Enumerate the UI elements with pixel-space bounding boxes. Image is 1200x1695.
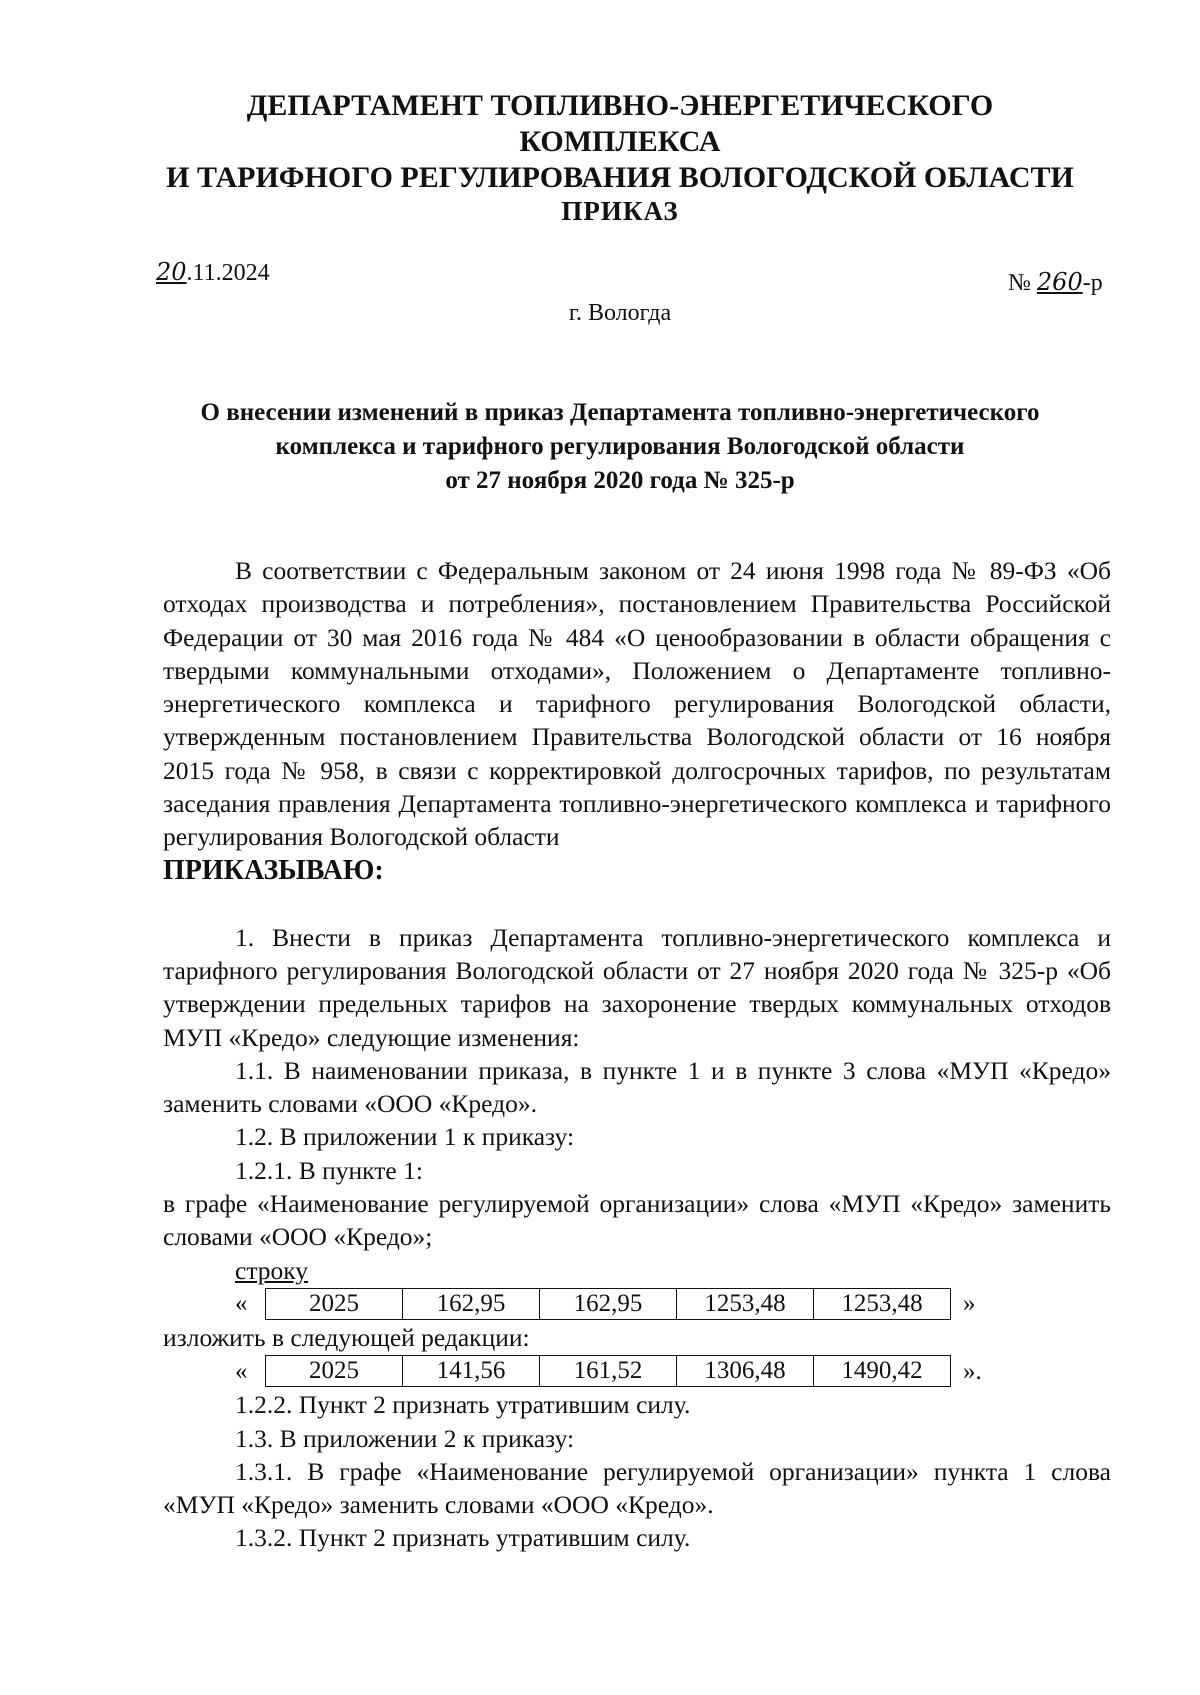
- new-row-open-quote: «: [235, 1357, 248, 1385]
- date-printed: .11.2024: [186, 260, 270, 286]
- item-1-2: 1.2. В приложении 1 к приказу:: [235, 1122, 575, 1152]
- item-1-1: 1.1. В наименовании приказа, в пункте 1 и в пункте 3 слова «МУП «Кредо» заменить словами «ООО «Кредо».: [163, 1055, 1111, 1119]
- new-row-cell: 2025: [266, 1356, 403, 1386]
- old-row-cell: 1253,48: [841, 1289, 923, 1317]
- old-row-cells: [265, 1288, 951, 1320]
- document-body: [163, 554, 1111, 1555]
- old-row-cell: 2025: [266, 1289, 403, 1319]
- stroku-word: строку: [235, 1255, 309, 1285]
- new-row-cell: 161,52: [540, 1356, 677, 1386]
- new-row-cell: 1306,48: [677, 1356, 814, 1386]
- item-1-3: 1.3. В приложении 2 к приказу:: [235, 1423, 575, 1453]
- number-handwritten: 260: [1036, 268, 1083, 296]
- number-prefix: №: [1008, 270, 1037, 296]
- date-handwritten-day: 20: [156, 258, 187, 286]
- order-number: [1008, 268, 1103, 297]
- order-word: ПРИКАЗЫВАЮ:: [163, 854, 384, 886]
- stroku-label: [163, 1254, 1111, 1287]
- old-row-open-quote: «: [235, 1290, 248, 1318]
- item-1: 1. Внести в приказ Департамента топливно-энергетического комплекса и тарифного регулирования Вологодской области от 27 ноября 2020 года № 325-р «Об утверждении предельных тарифов на захоронение твердых коммунальных отходов МУП «Кредо» следующие изменения:: [163, 922, 1111, 1052]
- new-tariff-row: [163, 1354, 1111, 1388]
- number-suffix: -р: [1082, 270, 1103, 296]
- item-1-2-2: 1.2.2. Пункт 2 признать утратившим силу.: [235, 1390, 691, 1420]
- department-heading: [150, 88, 1090, 196]
- old-row-cell: 162,95: [540, 1289, 677, 1319]
- order-title: [150, 396, 1090, 498]
- order-date: [156, 258, 270, 287]
- izlozhit-label: изложить в следующей редакции:: [163, 1322, 530, 1352]
- preamble: В соответствии с Федеральным законом от 24 июня 1998 года № 89-ФЗ «Об отходах производства и потребления», постановлением Правительства Российской Федерации от 30 мая 2016 года № 484 «О ценообразовании в области обращения с твердыми коммунальными отходами», Положением о Департаменте топливно-энергетического комплекса и тарифного регулирования Вологодской области, утвержденным постановлением Правительства Вологодской области от 16 ноября 2015 года № 958, в связи с корректировкой долгосрочных тарифов, по результатам заседания правления Департамента топливно-энергетического комплекса и тарифного регулирования Вологодской области: [163, 556, 1111, 852]
- item-1-2-1: 1.2.1. В пункте 1:: [235, 1155, 423, 1185]
- new-row-cell: 1490,42: [841, 1357, 923, 1385]
- document-type: ПРИКАЗ: [561, 196, 679, 226]
- department-line-2: И ТАРИФНОГО РЕГУЛИРОВАНИЯ ВОЛОГОДСКОЙ ОБЛАСТИ: [166, 161, 1074, 194]
- title-line-2: комплекса и тарифного регулирования Вологодской области: [275, 433, 965, 460]
- old-row-close-quote: »: [963, 1290, 976, 1318]
- city: г. Вологда: [568, 300, 672, 326]
- new-row-close-quote: ».: [963, 1357, 982, 1385]
- old-row-cell: 162,95: [403, 1289, 540, 1319]
- new-row-cell: 141,56: [403, 1356, 540, 1386]
- item-1-3-1: 1.3.1. В графе «Наименование регулируемой организации» пункта 1 слова «МУП «Кредо» заменить словами «ООО «Кредо».: [163, 1456, 1111, 1520]
- old-tariff-row: [163, 1287, 1111, 1321]
- old-row-cell: 1253,48: [677, 1289, 814, 1319]
- new-row-cells: [265, 1355, 951, 1387]
- department-line-1: ДЕПАРТАМЕНТ ТОПЛИВНО-ЭНЕРГЕТИЧЕСКОГО КОМПЛЕКСА: [246, 89, 994, 158]
- spacer: [163, 888, 1111, 921]
- title-line-3: от 27 ноября 2020 года № 325-р: [445, 467, 795, 494]
- title-line-1: О внесении изменений в приказ Департамента топливно-энергетического: [200, 399, 1040, 426]
- item-1-2-1-text: в графе «Наименование регулируемой организации» слова «МУП «Кредо» заменить словами «ООО «Кредо»;: [163, 1189, 1111, 1252]
- item-1-3-2: 1.3.2. Пункт 2 признать утратившим силу.: [235, 1523, 691, 1553]
